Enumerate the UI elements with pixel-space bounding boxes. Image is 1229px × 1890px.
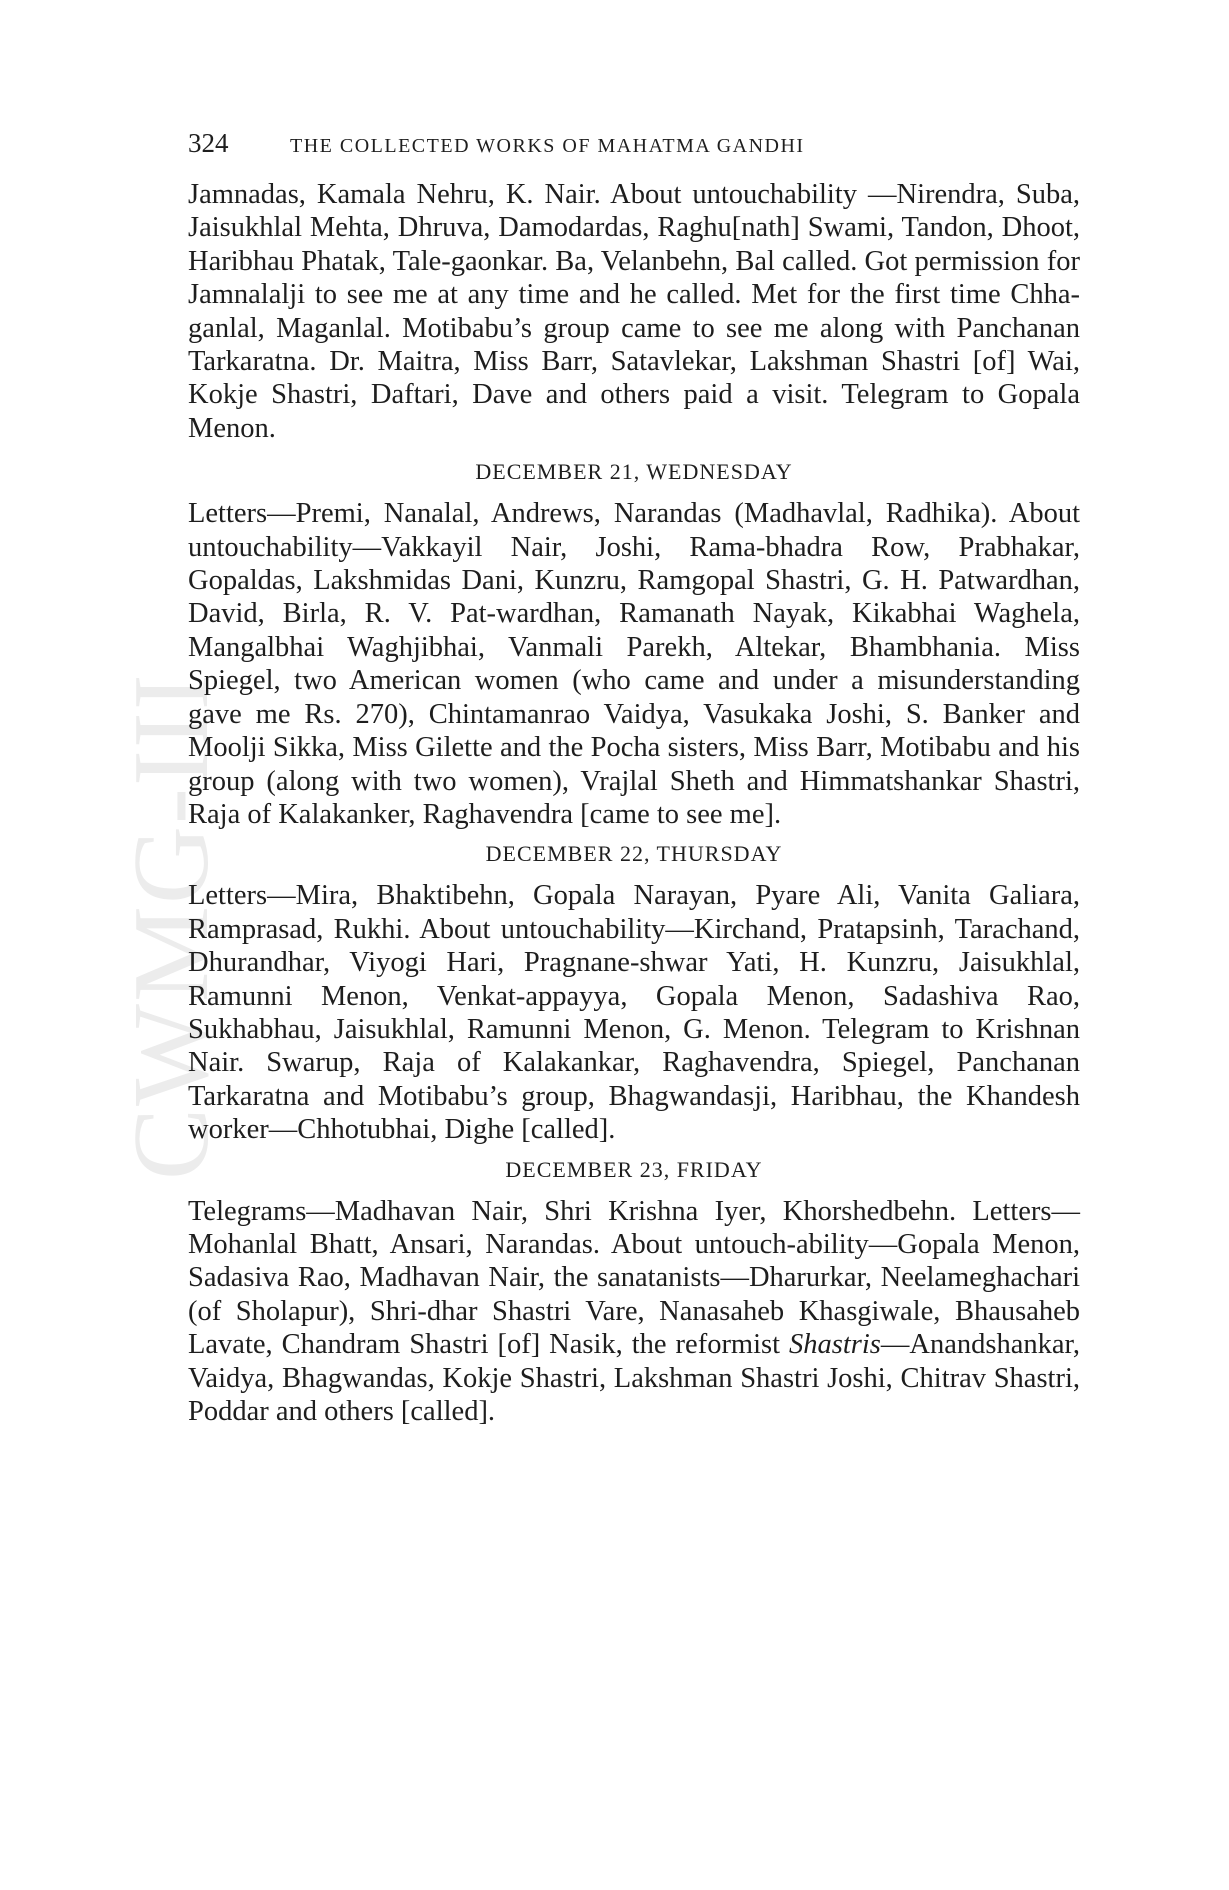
- date-heading-dec-22: DECEMBER 22, THURSDAY: [485, 841, 783, 867]
- watermark: CWMG-III: [112, 672, 231, 1180]
- page-body: [188, 128, 1080, 1428]
- page-number: 324: [188, 128, 229, 158]
- diary-entry-dec-21: Letters—Premi, Nanalal, Andrews, Narandas (Madhavlal, Radhika). About untouchability—Vakkayil Nair, Joshi, Rama-bhadra Row, Prabhakar, Gopaldas, Lakshmidas Dani, Kunzru, Ramgopal Shastri, G. H. Patwardhan, David, Birla, R. V. Pat-wardhan, Ramanath Nayak, Kikabhai Waghela, Mangalbhai Waghjibhai, Vanmali Parekh, Altekar, Bhambhania. Miss Spiegel, two American women (who came and under a misunderstanding gave me Rs. 270), Chintamanrao Vaidya, Vasukaka Joshi, S. Banker and Moolji Sikka, Miss Gilette and the Pocha sisters, Miss Barr, Motibabu and his group (along with two women), Vrajlal Sheth and Himmatshankar Shastri, Raja of Kalakanker, Raghavendra [came to see me].: [188, 498, 1080, 830]
- date-heading-dec-23: DECEMBER 23, FRIDAY: [505, 1156, 763, 1182]
- diary-entry-continued: Jamnadas, Kamala Nehru, K. Nair. About untouchability —Nirendra, Suba, Jaisukhlal Mehta, Dhruva, Damodardas, Raghu[nath] Swami, Tandon, Dhoot, Haribhau Phatak, Tale-gaonkar. Ba, Velanbehn, Bal called. Got permission for Jamnalalji to see me at any time and he called. Met for the first time Chha-ganlal, Maganlal. Motibabu’s group came to see me along with Panchanan Tarkaratna. Dr. Maitra, Miss Barr, Satavlekar, Lakshman Shastri [of] Wai, Kokje Shastri, Daftari, Dave and others paid a visit. Telegram to Gopala Menon.: [188, 179, 1080, 444]
- book-title: THE COLLECTED WORKS OF MAHATMA GANDHI: [290, 135, 805, 157]
- diary-entry-dec-23: [188, 1195, 1080, 1429]
- entry-text-part: Telegrams—Madhavan Nair, Shri Krishna Iyer, Khorshedbehn. Letters—Mohanlal Bhatt, Ansari, Narandas. About untouch-ability—Gopala Menon, Sadasiva Rao, Madhavan Nair, the sanatanists—Dharurkar, Neelameghachari (of Sholapur), Shri-dhar Shastri Vare, Nanasaheb Khasgiwale, Bhausaheb Lavate, Chandram Shastri [of] Nasik, the reformist: [188, 1195, 1080, 1361]
- running-head: [188, 128, 1080, 168]
- entry-text-part: —Anandshankar, Vaidya, Bhagwandas, Kokje Shastri, Lakshman Shastri Joshi, Chitrav Shastri, Poddar and others [called].: [188, 1329, 1080, 1427]
- diary-entry-dec-22: Letters—Mira, Bhaktibehn, Gopala Narayan, Pyare Ali, Vanita Galiara, Ramprasad, Rukhi. About untouchability—Kirchand, Pratapsinh, Tarachand, Dhurandhar, Viyogi Hari, Pragnane-shwar Yati, H. Kunzru, Jaisukhlal, Ramunni Menon, Venkat-appayya, Gopala Menon, Sadashiva Rao, Sukhabhau, Jaisukhlal, Ramunni Menon, G. Menon. Telegram to Krishnan Nair. Swarup, Raja of Kalakankar, Raghavendra, Spiegel, Panchanan Tarkaratna and Motibabu’s group, Bhagwandasji, Haribhau, the Khandesh worker—Chhotubhai, Dighe [called].: [188, 880, 1080, 1146]
- italic-term: Shastris: [789, 1329, 881, 1361]
- date-heading-dec-21: DECEMBER 21, WEDNESDAY: [475, 459, 793, 485]
